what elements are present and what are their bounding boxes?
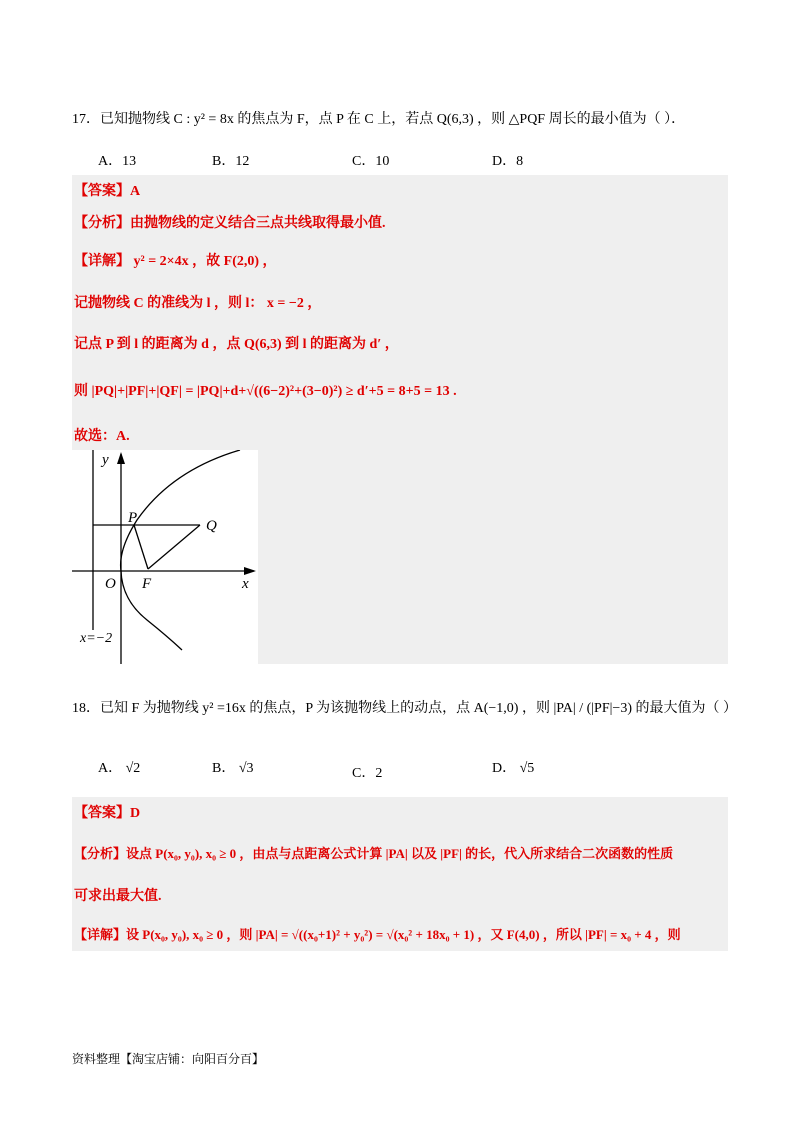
q18-analysis-1: 【分析】设点 P(x₀, y₀), x₀ ≥ 0 ，由点与点距离公式计算 |PA| 以及 |PF| 的长，代入所求结合二次函数的性质 (74, 846, 674, 861)
label-directrix: x=−2 (80, 631, 113, 646)
q17-detail-2: 记抛物线 C 的准线为 l ，则 l： x = −2 ， (74, 296, 322, 311)
q17-option-a: A．13 (98, 154, 137, 169)
label-q: Q (206, 518, 217, 534)
segment-pf (134, 525, 148, 569)
q18-detail: 【详解】设 P(x₀, y₀), x₀ ≥ 0 ，则 |PA| = √((x₀+1)² + y₀²) = √(x₀² + 18x₀ + 1) ，又 F(4,0) ，所以 |PF| = x₀ + 4 ，则 (74, 927, 681, 942)
q17-stem: 17．已知抛物线 C : y² = 8x 的焦点为 F，点 P 在 C 上，若点 Q(6,3) ，则 △PQF 周长的最小值为（ ）． (72, 112, 686, 127)
footer-source: 资料整理【淘宝店铺：向阳百分百】 (72, 1052, 265, 1066)
label-o: O (105, 576, 116, 592)
y-axis-arrow (117, 452, 125, 464)
q17-option-c: C．10 (352, 154, 390, 169)
q18-stem: 18．已知 F 为抛物线 y² =16x 的焦点，P 为该抛物线上的动点，点 A(−1,0) ，则 |PA| / (|PF|−3) 的最大值为（ ） (72, 701, 737, 716)
q17-choice: 故选：A. (74, 429, 130, 444)
label-x: x (242, 576, 249, 592)
q18-analysis-2: 可求出最大值. (74, 889, 162, 904)
q18-option-a: A． √2 (98, 761, 141, 776)
q17-detail-3: 记点 P 到 l 的距离为 d ，点 Q(6,3) 到 l 的距离为 d′ ， (74, 337, 399, 352)
q17-option-d: D．8 (492, 154, 524, 169)
segment-fq (148, 525, 200, 569)
parabola-curve (121, 450, 240, 650)
q18-option-b: B． √3 (212, 761, 254, 776)
label-p: P (128, 510, 138, 526)
x-axis-arrow (244, 567, 256, 575)
q18-answer: 【答案】D (74, 806, 141, 821)
q18-option-c: C．2 (352, 766, 383, 781)
label-f: F (142, 576, 152, 592)
q17-detail-4: 则 |PQ|+|PF|+|QF| = |PQ|+d+√((6−2)²+(3−0)²) ≥ d′+5 = 8+5 = 13 . (74, 384, 457, 399)
q17-option-b: B．12 (212, 154, 250, 169)
q17-analysis: 【分析】由抛物线的定义结合三点共线取得最小值. (74, 216, 386, 231)
parabola-figure (72, 450, 258, 664)
q17-answer: 【答案】A (74, 184, 141, 199)
q17-detail-1: 【详解】 y² = 2×4x ，故 F(2,0) ， (74, 254, 277, 269)
q18-option-d: D． √5 (492, 761, 535, 776)
label-y: y (102, 452, 109, 468)
